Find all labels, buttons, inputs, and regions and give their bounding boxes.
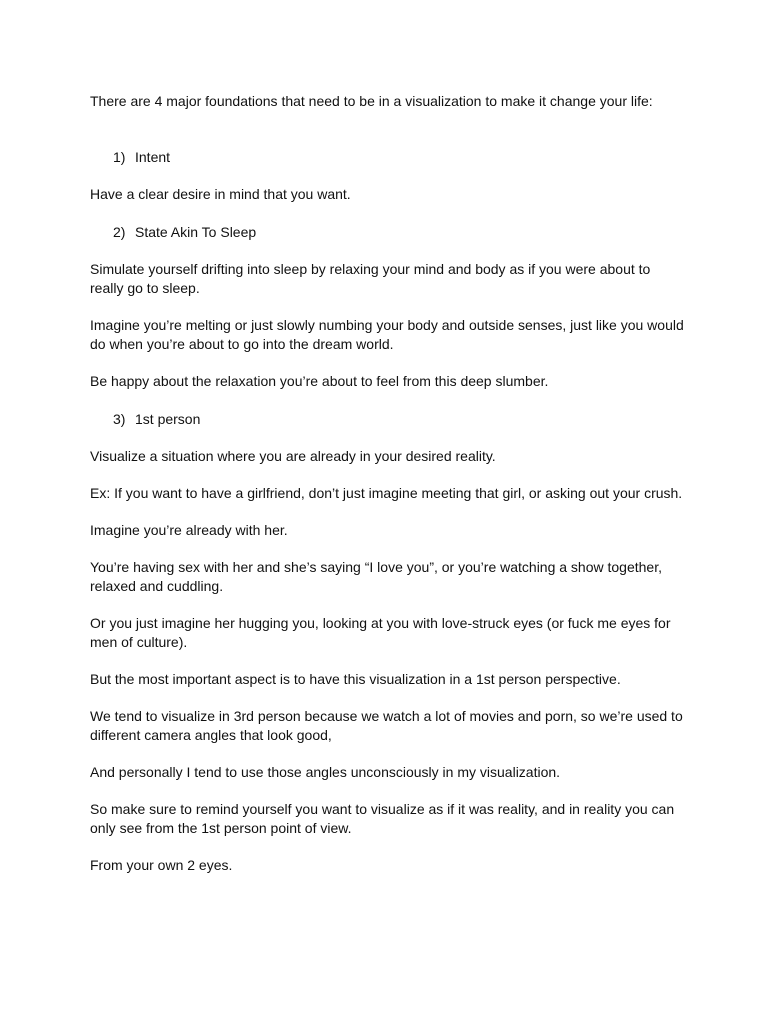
paragraph: Be happy about the relaxation you’re about to feel from this deep slumber. [90, 373, 549, 389]
section-title: State Akin To Sleep [135, 224, 257, 240]
section-title: 1st person [135, 411, 201, 427]
paragraph: Simulate yourself drifting into sleep by relaxing your mind and body as if you were about to really go to sleep. [90, 261, 651, 296]
paragraph: Have a clear desire in mind that you want. [90, 186, 351, 202]
section-heading-intent [90, 148, 686, 167]
intro-paragraph: There are 4 major foundations that need to be in a visualization to make it change your life: [90, 93, 653, 109]
paragraph: Imagine you’re melting or just slowly numbing your body and outside senses, just like you would do when you’re about to go into the dream world. [90, 317, 684, 352]
paragraph: And personally I tend to use those angles unconsciously in my visualization. [90, 764, 561, 780]
section-number: 3) [113, 411, 126, 427]
section-heading-state-akin-to-sleep [90, 223, 686, 242]
section-title: Intent [135, 149, 171, 165]
section-number: 2) [113, 224, 126, 240]
paragraph: We tend to visualize in 3rd person because we watch a lot of movies and porn, so we’re used to different camera angles that look good, [90, 708, 683, 743]
paragraph: You’re having sex with her and she’s saying “I love you”, or you’re watching a show together, relaxed and cuddling. [90, 559, 662, 594]
paragraph: Visualize a situation where you are already in your desired reality. [90, 448, 496, 464]
paragraph: Imagine you’re already with her. [90, 522, 288, 538]
paragraph: Ex: If you want to have a girlfriend, don’t just imagine meeting that girl, or asking out your crush. [90, 485, 683, 501]
section-heading-1st-person [90, 410, 686, 429]
paragraph: From your own 2 eyes. [90, 857, 233, 873]
paragraph: So make sure to remind yourself you want to visualize as if it was reality, and in reality you can only see from the 1st person point of view. [90, 801, 675, 836]
document-page [90, 92, 686, 893]
section-number: 1) [113, 149, 126, 165]
paragraph: But the most important aspect is to have this visualization in a 1st person perspective. [90, 671, 621, 687]
paragraph: Or you just imagine her hugging you, looking at you with love-struck eyes (or fuck me eyes for men of culture). [90, 615, 671, 650]
